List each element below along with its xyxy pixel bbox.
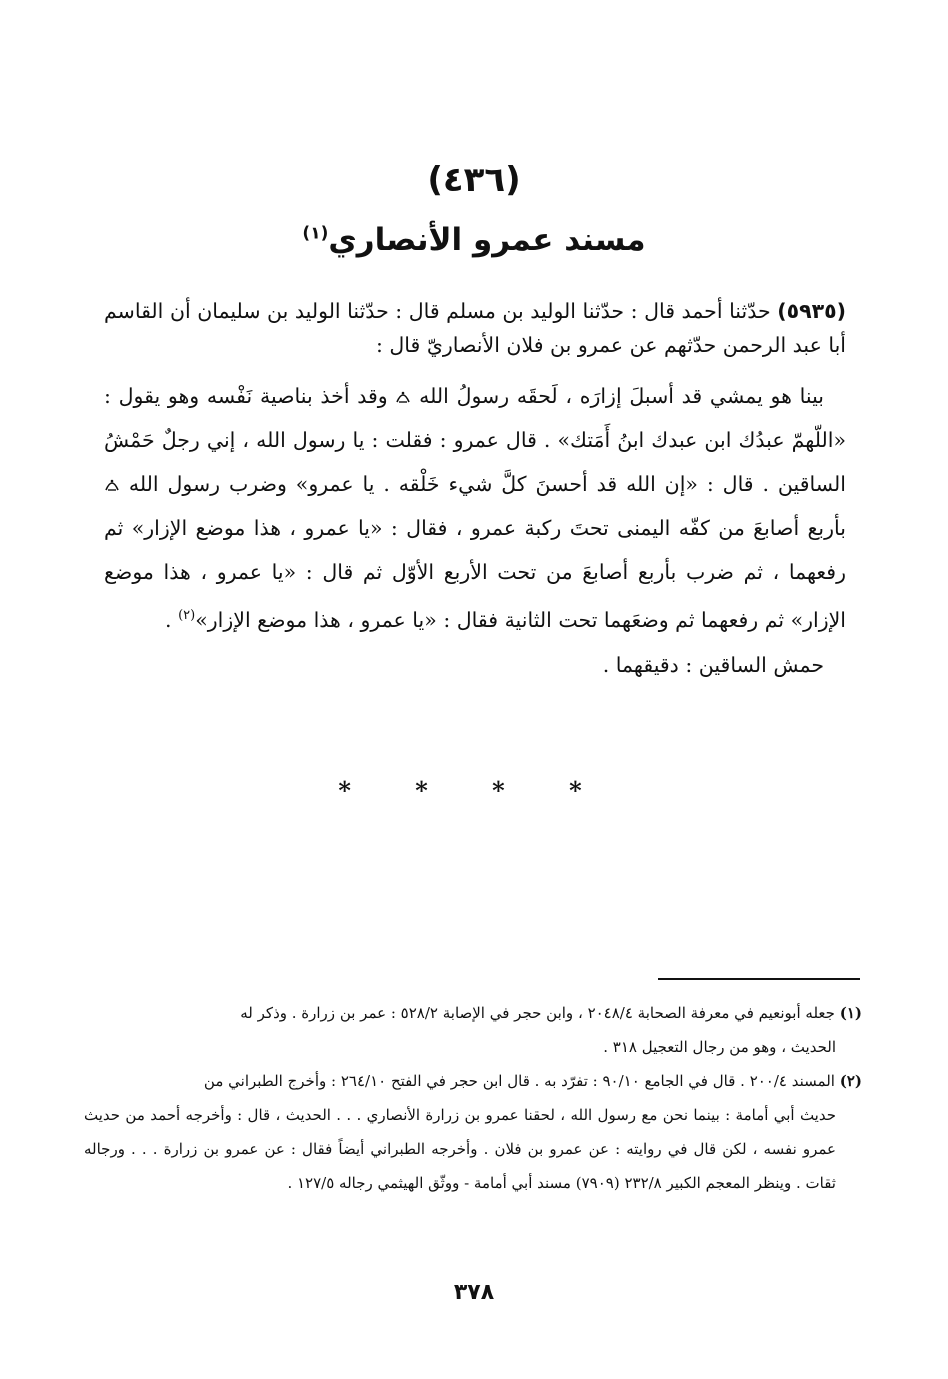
hadith-isnad bbox=[104, 294, 846, 362]
footnote-2-continuation: حديث أبي أمامة : بينما نحن مع رسول الله ، لحقنا عمرو بن زرارة الأنصاري . . . الحديث ، قال : وأخرجه أحمد من حديث عمرو نفسه ، لكن قال في روايته : عن عمرو بن فلان . وأخرجه الطبراني أيضاً فقال : عن عمرو بن زرارة . . . ورجاله ثقات . وينظر المعجم الكبير ٢٣٢/٨ (٧٩٠٩) مسند أبي أمامة - ووثّق الهيثمي رجاله ١٢٧/٥ . bbox=[84, 1106, 836, 1192]
footnote-separator bbox=[658, 978, 860, 980]
hadith-body bbox=[104, 294, 846, 682]
isnad-line-1: حدّثنا أحمد قال : حدّثنا الوليد بن مسلم قال : حدّثنا الوليد بن سليمان أن bbox=[169, 299, 771, 323]
hadith-text-part-2: وقد أخذ بناصية نَفْسه وهو يقول : «اللّهمّ عبدُك ابن عبدك ابنُ أَمَتك» . قال عمرو : فقلت : يا رسول الله ، إني رجلٌ حَمْشُ الساقين . قال : «إن الله قد أحسنَ كلَّ شيء خَلْقه . يا عمرو» وضرب رسول الله bbox=[104, 384, 846, 496]
footnote-ref-1: (١) bbox=[302, 223, 329, 244]
footnote-2 bbox=[84, 1064, 862, 1098]
footnote-2-line-1: المسند ٢٠٠/٤ . قال في الجامع ٩٠/١٠ : تفرّد به . قال ابن حجر في الفتح ٢٦٤/١٠ : وأخرج الطبراني من bbox=[203, 1072, 835, 1090]
hadith-number: (٥٩٣٥) bbox=[777, 299, 846, 323]
page-number: ٣٧٨ bbox=[453, 1280, 495, 1305]
hadith-text-part-1: بينا هو يمشي قد أسبلَ إزارَه ، لَحقَه رسولُ الله bbox=[419, 384, 824, 408]
hadith-text-end: . bbox=[165, 607, 179, 632]
footnotes bbox=[84, 996, 862, 1200]
isnad-line-2: القاسم أبا عبد الرحمن حدّثهم عن عمرو بن فلان الأنصاريّ قال : bbox=[104, 299, 846, 357]
salutation-glyph-icon bbox=[104, 474, 120, 494]
section-divider: * * * * bbox=[338, 776, 610, 805]
hadith-text bbox=[104, 374, 846, 642]
hadith-text-part-3: بأربع أصابعَ من كفّه اليمنى تحتَ ركبة عمرو ، فقال : «يا عمرو ، هذا موضع الإزار» ثم رفعهما ، ثم ضرب بأربع أصابعَ من تحت الأربع الأوّل ثم قال : «يا عمرو ، هذا موضع الإزار» ثم رفعهما ثم وضعَهما تحت الثانية فقال : «يا عمرو ، هذا موضع الإزار» bbox=[104, 516, 846, 632]
chapter-title-text: مسند عمرو الأنصاري bbox=[328, 222, 646, 258]
footnote-2-marker: (٢) bbox=[839, 1072, 862, 1090]
footnote-1-marker: (١) bbox=[839, 1004, 862, 1022]
footnote-1-line-1: جعله أبونعيم في معرفة الصحابة ٢٠٤٨/٤ ، وابن حجر في الإصابة ٥٢٨/٢ : عمر بن زرارة . وذكر له bbox=[240, 1004, 835, 1022]
chapter-title bbox=[0, 222, 948, 258]
hadith-gloss: حمش الساقين : دقيقهما . bbox=[602, 652, 824, 677]
footnote-1 bbox=[84, 996, 862, 1030]
footnote-1-continuation: الحديث ، وهو من رجال التعجيل ٣١٨ . bbox=[603, 1038, 836, 1056]
footnote-ref-2: (٢) bbox=[178, 608, 196, 623]
salutation-glyph-icon bbox=[395, 386, 411, 406]
chapter-number: (٤٣٦) bbox=[427, 160, 521, 200]
